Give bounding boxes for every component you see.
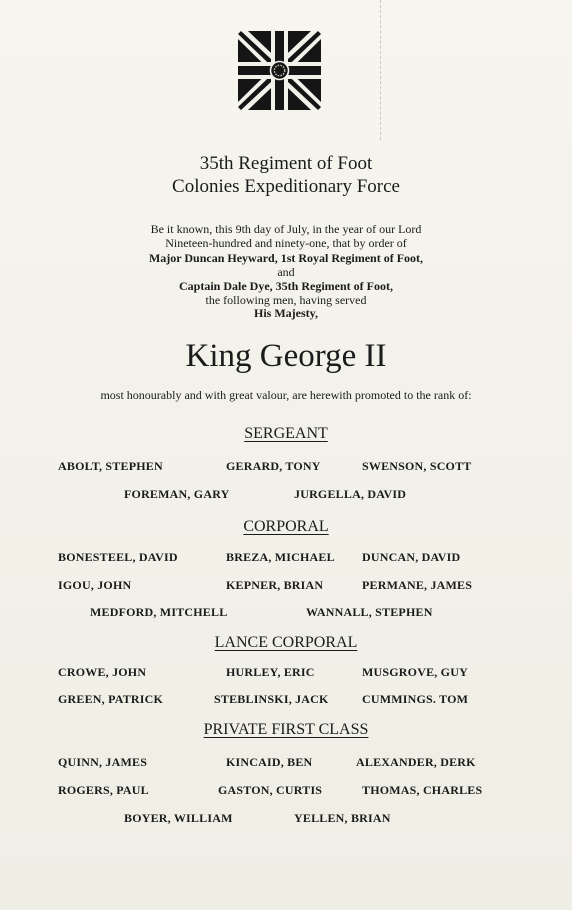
force-title: Colonies Expeditionary Force bbox=[172, 176, 400, 197]
roster-name: GREEN, PATRICK bbox=[58, 692, 164, 706]
roster-name: KEPNER, BRIAN bbox=[226, 578, 324, 592]
proclamation-line: Be it known, this 9th day of July, in the year of our Lord bbox=[150, 222, 422, 236]
rank-heading-sergeant: SERGEANT bbox=[244, 425, 328, 442]
proclamation-line: Captain Dale Dye, 35th Regiment of Foot, bbox=[179, 279, 393, 293]
proclamation-line: the following men, having served bbox=[205, 293, 367, 307]
regiment-title: 35th Regiment of Foot bbox=[199, 153, 373, 174]
roster-name: JURGELLA, DAVID bbox=[294, 487, 407, 501]
roster-name: CUMMINGS. TOM bbox=[362, 692, 469, 706]
roster-name: DUNCAN, DAVID bbox=[362, 550, 461, 564]
roster-name: BREZA, MICHAEL bbox=[226, 550, 335, 564]
roster-name: WANNALL, STEPHEN bbox=[306, 605, 433, 619]
roster-name: GERARD, TONY bbox=[226, 459, 321, 473]
rank-heading-corporal: CORPORAL bbox=[243, 518, 329, 535]
roster-name: YELLEN, BRIAN bbox=[294, 811, 391, 825]
rank-heading-lance-corporal: LANCE CORPORAL bbox=[214, 634, 358, 651]
roster-name: SWENSON, SCOTT bbox=[362, 459, 472, 473]
roster-name: ALEXANDER, DERK bbox=[356, 755, 476, 769]
roster-name: FOREMAN, GARY bbox=[124, 487, 230, 501]
roster-name: THOMAS, CHARLES bbox=[362, 783, 483, 797]
proclamation-line: Nineteen-hundred and ninety-one, that by order of bbox=[165, 236, 407, 250]
roster-name: MEDFORD, MITCHELL bbox=[90, 605, 228, 619]
roster-name: IGOU, JOHN bbox=[58, 578, 132, 592]
roster-name: HURLEY, ERIC bbox=[226, 665, 315, 679]
roster-name: KINCAID, BEN bbox=[226, 755, 313, 769]
roster-name: GASTON, CURTIS bbox=[218, 783, 323, 797]
roster-name: ROGERS, PAUL bbox=[58, 783, 149, 797]
roster-name: BONESTEEL, DAVID bbox=[58, 550, 178, 564]
roster-name: BOYER, WILLIAM bbox=[124, 811, 233, 825]
roster-name: QUINN, JAMES bbox=[58, 755, 148, 769]
proclamation-line: His Majesty, bbox=[254, 306, 318, 320]
king-name: King George II bbox=[185, 338, 387, 374]
proclamation-line: and bbox=[277, 265, 295, 279]
rank-heading-private-first-class: PRIVATE FIRST CLASS bbox=[203, 721, 369, 738]
roster-name: PERMANE, JAMES bbox=[362, 578, 473, 592]
roster-name: MUSGROVE, GUY bbox=[362, 665, 468, 679]
proclamation-line: Major Duncan Heyward, 1st Royal Regiment of Foot, bbox=[148, 251, 424, 265]
roster-name: STEBLINSKI, JACK bbox=[214, 692, 329, 706]
fold-line bbox=[380, 0, 381, 140]
promotion-statement: most honourably and with great valour, are herewith promoted to the rank of: bbox=[100, 388, 472, 402]
roster-name: ABOLT, STEPHEN bbox=[58, 459, 163, 473]
union-flag-icon bbox=[238, 31, 321, 110]
roster-name: CROWE, JOHN bbox=[58, 665, 147, 679]
